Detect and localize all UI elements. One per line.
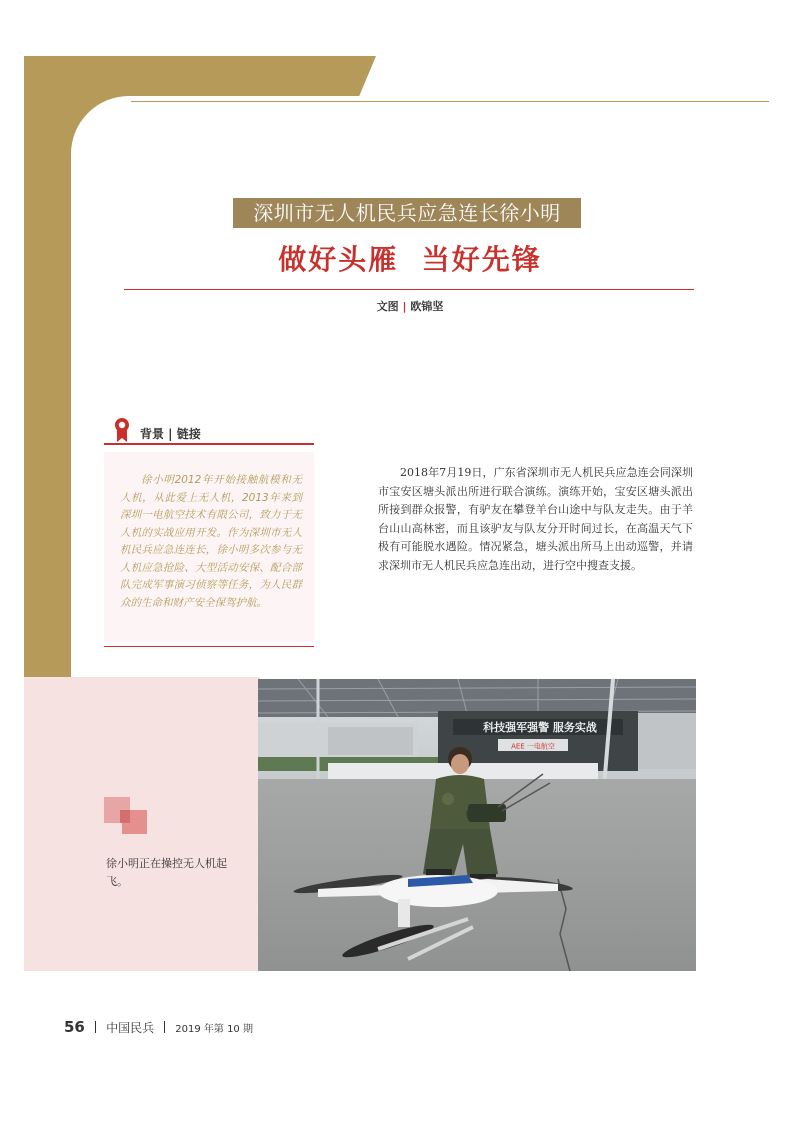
article-headline: 做好头雁 当好先锋 [278, 243, 542, 276]
page-number: 56 [64, 1018, 85, 1036]
sign-text: AEE 一电航空 [511, 742, 555, 751]
top-rule [131, 101, 769, 102]
byline-label: 文图 [376, 300, 399, 313]
gold-side-bar [24, 56, 71, 744]
gold-header-block [24, 56, 376, 98]
background-box-rule-bottom [104, 646, 314, 647]
article-kicker: 深圳市无人机民兵应急连长徐小明 [233, 198, 581, 228]
headline-rule [124, 289, 694, 290]
byline-separator: | [402, 300, 407, 313]
photo-caption: 徐小明正在操控无人机起飞。 [106, 857, 227, 888]
footer-separator [164, 1021, 165, 1033]
background-box-text: 徐小明2012年开始接触航模和无人机，从此爱上无人机，2013年来到深圳一电航空技术有限公司，致力于无人机的实战应用开发。作为深圳市无人机民兵应急连连长，徐小明多次参与无人机应急抢险、大型活动安保、配合部队完成军事演习侦察等任务，为人民群众的生命和财产安全保驾护航。 [120, 474, 302, 609]
issue-label: 2019 年第 10 期 [175, 1024, 253, 1035]
background-box-header [104, 417, 314, 445]
banner-text: 科技强军强警 服务实战 [483, 721, 597, 734]
byline-author: 欧锦坚 [410, 300, 444, 313]
article-body-paragraph: 2018年7月19日，广东省深圳市无人机民兵应急连会同深圳市宝安区塘头派出所进行联合演练。演练开始，宝安区塘头派出所接到群众报警，有驴友在攀登羊台山途中与队友走失。由于羊台山山高林密，而且该驴友与队友分开时间过长，在高温天气下极有可能脱水遇险。情况紧急，塘头派出所马上出动巡警，并请求深圳市无人机民兵应急连出动，进行空中搜查支援。 [378, 466, 693, 572]
award-ribbon-icon [112, 417, 132, 443]
drone-operator-photo [258, 679, 696, 971]
page-footer [64, 1017, 253, 1036]
magazine-name: 中国民兵 [106, 1021, 155, 1035]
background-box-title: 背景 | 链接 [140, 427, 201, 441]
background-box-rule-top [104, 443, 314, 445]
decorative-square-overlap [120, 810, 130, 823]
footer-separator [95, 1021, 96, 1033]
byline [360, 298, 460, 314]
